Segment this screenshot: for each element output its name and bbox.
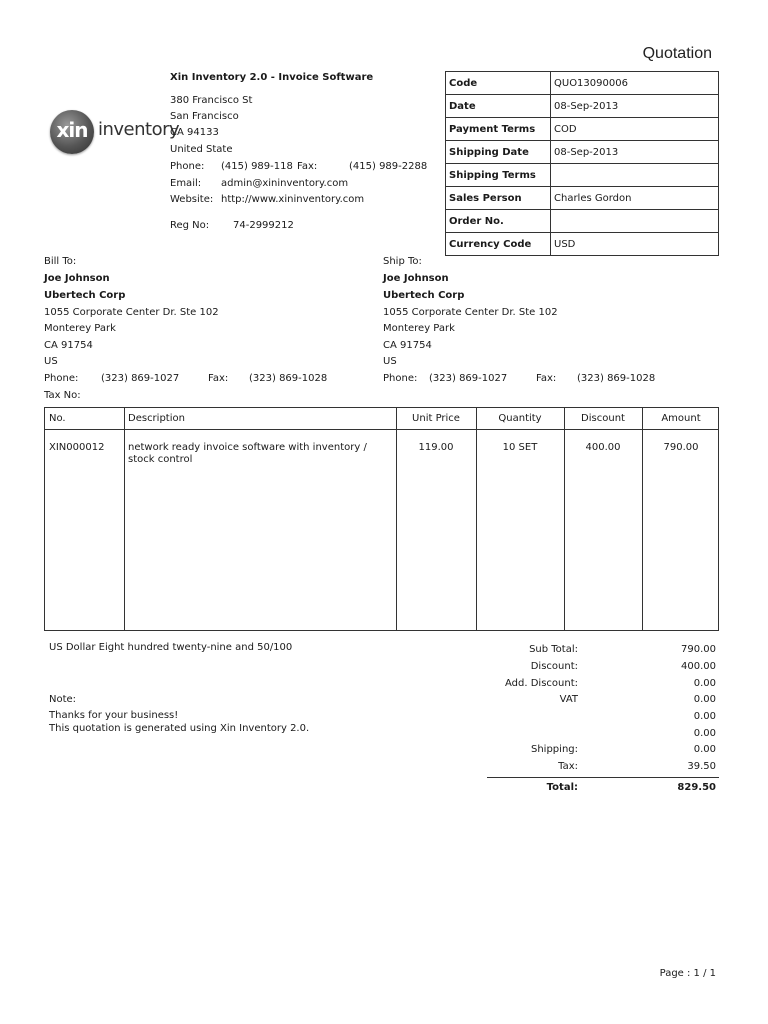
- row-quantity: 10 SET: [502, 442, 538, 453]
- header-description: Description: [128, 413, 185, 424]
- company-phone-label: Phone:: [170, 161, 205, 172]
- tax-label: Tax:: [558, 761, 578, 772]
- company-address-line: 380 Francisco St: [170, 95, 253, 106]
- ship-to-fax: (323) 869-1028: [577, 373, 656, 384]
- info-row-shipping-date: [446, 141, 719, 164]
- info-value: [551, 210, 719, 233]
- amount-in-words: US Dollar Eight hundred twenty-nine and 50/100: [49, 642, 293, 653]
- company-address-line: CA 94133: [170, 127, 219, 138]
- shipping-label: Shipping:: [531, 744, 578, 755]
- discount-value: 400.00: [681, 661, 716, 672]
- header-quantity: Quantity: [498, 413, 542, 424]
- header-divider: [45, 429, 718, 430]
- ship-to-address-line: Monterey Park: [383, 323, 455, 334]
- vat-value: 0.00: [693, 694, 716, 705]
- bill-to-fax: (323) 869-1028: [249, 373, 328, 384]
- info-label: Payment Terms: [446, 118, 551, 141]
- totals-divider: [487, 777, 719, 778]
- bill-to-address-line: CA 91754: [44, 340, 93, 351]
- info-label: Currency Code: [446, 233, 551, 256]
- bill-to-name: Joe Johnson: [44, 273, 110, 284]
- info-label: Sales Person: [446, 187, 551, 210]
- info-value: COD: [551, 118, 719, 141]
- header-unit-price: Unit Price: [412, 413, 460, 424]
- company-reg-label: Reg No:: [170, 220, 210, 231]
- company-fax-label: Fax:: [297, 161, 318, 172]
- vat-label: VAT: [559, 694, 578, 705]
- company-address-line: San Francisco: [170, 111, 239, 122]
- document-title: Quotation: [642, 45, 712, 62]
- info-value: 08-Sep-2013: [551, 141, 719, 164]
- info-row-order-no: [446, 210, 719, 233]
- ship-to-heading: Ship To:: [383, 256, 422, 267]
- info-row-date: [446, 95, 719, 118]
- bill-to-phone: (323) 869-1027: [101, 373, 180, 384]
- discount-label: Discount:: [530, 661, 578, 672]
- company-address-line: United State: [170, 144, 233, 155]
- info-row-shipping-terms: [446, 164, 719, 187]
- page-number: Page : 1 / 1: [659, 968, 716, 979]
- company-website-label: Website:: [170, 194, 214, 205]
- info-row-currency-code: [446, 233, 719, 256]
- sub-total-label: Sub Total:: [529, 644, 578, 655]
- info-value: USD: [551, 233, 719, 256]
- info-label: Shipping Date: [446, 141, 551, 164]
- header-discount: Discount: [581, 413, 625, 424]
- total-value: 829.50: [677, 782, 716, 793]
- tax-value: 39.50: [687, 761, 716, 772]
- info-value: [551, 164, 719, 187]
- row-amount: 790.00: [663, 442, 699, 453]
- company-logo: [50, 110, 180, 154]
- ship-to-address-line: CA 91754: [383, 340, 432, 351]
- ship-to-name: Joe Johnson: [383, 273, 449, 284]
- shipping-value: 0.00: [693, 744, 716, 755]
- header-no: No.: [49, 413, 66, 424]
- ship-to-fax-label: Fax:: [536, 373, 557, 384]
- info-label: Order No.: [446, 210, 551, 233]
- bill-to-heading: Bill To:: [44, 256, 77, 267]
- info-row-code: [446, 72, 719, 95]
- company-email-label: Email:: [170, 178, 202, 189]
- row-discount: 400.00: [585, 442, 621, 453]
- info-label: Code: [446, 72, 551, 95]
- company-website-link[interactable]: http://www.xininventory.com: [221, 194, 365, 205]
- add-discount-label: Add. Discount:: [505, 678, 578, 689]
- sub-total-value: 790.00: [681, 644, 716, 655]
- logo-wordmark: inventory: [98, 119, 180, 140]
- row-description: network ready invoice software with inventory / stock control: [128, 442, 367, 465]
- ship-to-address-line: US: [383, 356, 397, 367]
- note-label: Note:: [49, 694, 77, 705]
- total-label: Total:: [546, 782, 578, 793]
- note-line: Thanks for your business!: [49, 710, 179, 721]
- logo-mark: xin: [56, 118, 88, 142]
- info-label: Shipping Terms: [446, 164, 551, 187]
- company-name: Xin Inventory 2.0 - Invoice Software: [170, 72, 374, 83]
- line-items-table: [44, 407, 719, 631]
- bill-to-fax-label: Fax:: [208, 373, 229, 384]
- extra-value: 0.00: [693, 711, 716, 722]
- quotation-info-table: [445, 71, 719, 256]
- row-no: XIN000012: [49, 442, 105, 453]
- info-value: Charles Gordon: [551, 187, 719, 210]
- ship-to-company: Ubertech Corp: [383, 290, 465, 301]
- info-row-sales-person: [446, 187, 719, 210]
- bill-to-company: Ubertech Corp: [44, 290, 126, 301]
- bill-to-address-line: 1055 Corporate Center Dr. Ste 102: [44, 307, 219, 318]
- column-divider: [124, 408, 125, 630]
- info-label: Date: [446, 95, 551, 118]
- bill-to-tax-label: Tax No:: [44, 390, 81, 401]
- ship-to-phone: (323) 869-1027: [429, 373, 508, 384]
- row-unit-price: 119.00: [418, 442, 454, 453]
- info-value: 08-Sep-2013: [551, 95, 719, 118]
- extra-value: 0.00: [693, 728, 716, 739]
- ship-to-address-line: 1055 Corporate Center Dr. Ste 102: [383, 307, 558, 318]
- company-reg-number: 74-2999212: [233, 220, 294, 231]
- add-discount-value: 0.00: [693, 678, 716, 689]
- company-phone: (415) 989-118: [221, 161, 293, 172]
- info-value: QUO13090006: [551, 72, 719, 95]
- company-email-link[interactable]: admin@xininventory.com: [221, 178, 349, 189]
- company-fax: (415) 989-2288: [349, 161, 428, 172]
- ship-to-phone-label: Phone:: [383, 373, 418, 384]
- bill-to-phone-label: Phone:: [44, 373, 79, 384]
- bill-to-address-line: US: [44, 356, 58, 367]
- info-row-payment-terms: [446, 118, 719, 141]
- note-line: This quotation is generated using Xin Inventory 2.0.: [49, 723, 310, 734]
- header-amount: Amount: [661, 413, 701, 424]
- bill-to-address-line: Monterey Park: [44, 323, 116, 334]
